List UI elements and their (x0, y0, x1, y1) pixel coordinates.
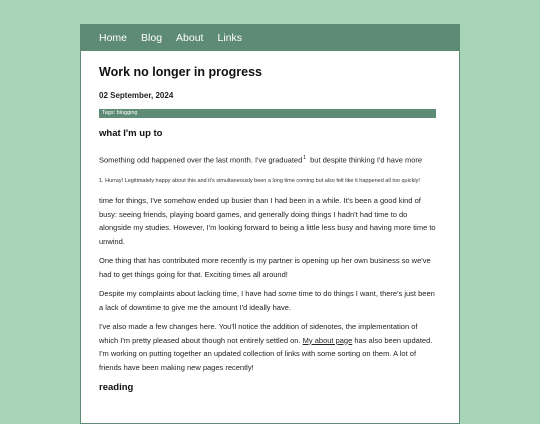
about-page-link[interactable]: My about page (302, 335, 353, 345)
sidenote-marker[interactable]: 1 (303, 155, 307, 161)
tags-bar[interactable]: Tags: blogging (99, 109, 436, 118)
section-heading-up-to: what I'm up to (99, 128, 163, 139)
paragraph-4 (99, 287, 436, 314)
paragraph-1-rest: but despite thinking I'd have more (310, 155, 423, 165)
paragraph-5 (99, 320, 436, 374)
sidenote-1: 1. Hurray! Legitimately happy about this and it's simultaneously been a long time coming but also felt like it happened all too quickly! (99, 178, 420, 184)
nav-links-link[interactable]: Links (217, 32, 242, 44)
page-container (80, 24, 460, 424)
paragraph-5-b: has also been updated. I'm working on putting together an updated collection of links with some sorting on them. A lot of friends have been making new pages recently! (99, 335, 433, 372)
paragraph-1-text: Something odd happened over the last month. I've graduated (99, 155, 303, 165)
nav-blog-link[interactable]: Blog (141, 32, 163, 44)
nav-about-link[interactable]: About (176, 32, 204, 44)
paragraph-4-b: time to do things I want, there's just been a lack of downtime to give me the amount I'd ideally have. (99, 289, 435, 312)
paragraph-1 (99, 152, 436, 167)
paragraph-4-a: Despite my complaints about lacking time, I have had (99, 289, 279, 298)
paragraph-4-emphasis: some (278, 289, 297, 298)
post-content (99, 65, 436, 393)
paragraph-3: One thing that has contributed more recently is my partner is opening up her own business so we've had to get things going for that. Exciting times all around! (99, 256, 431, 279)
section-heading-reading: reading (99, 382, 134, 393)
paragraph-2: time for things, I've somehow ended up busier than I had been in a while. It's been a good kind of busy: seeing friends, playing board games, and generally doing things I hadn't had time to do alongside my studies. However, I'm looking forward to being a little less busy and having more time to unwind. (99, 196, 436, 246)
top-nav (81, 25, 459, 51)
post-date: 02 September, 2024 (99, 91, 174, 100)
paragraph-5-a: I've also made a few changes here. You'll notice the addition of sidenotes, the implementation of which I'm pretty pleased about though not entirely settled on. (99, 322, 418, 345)
post-title: Work no longer in progress (99, 65, 262, 79)
nav-home-link[interactable]: Home (99, 32, 128, 44)
